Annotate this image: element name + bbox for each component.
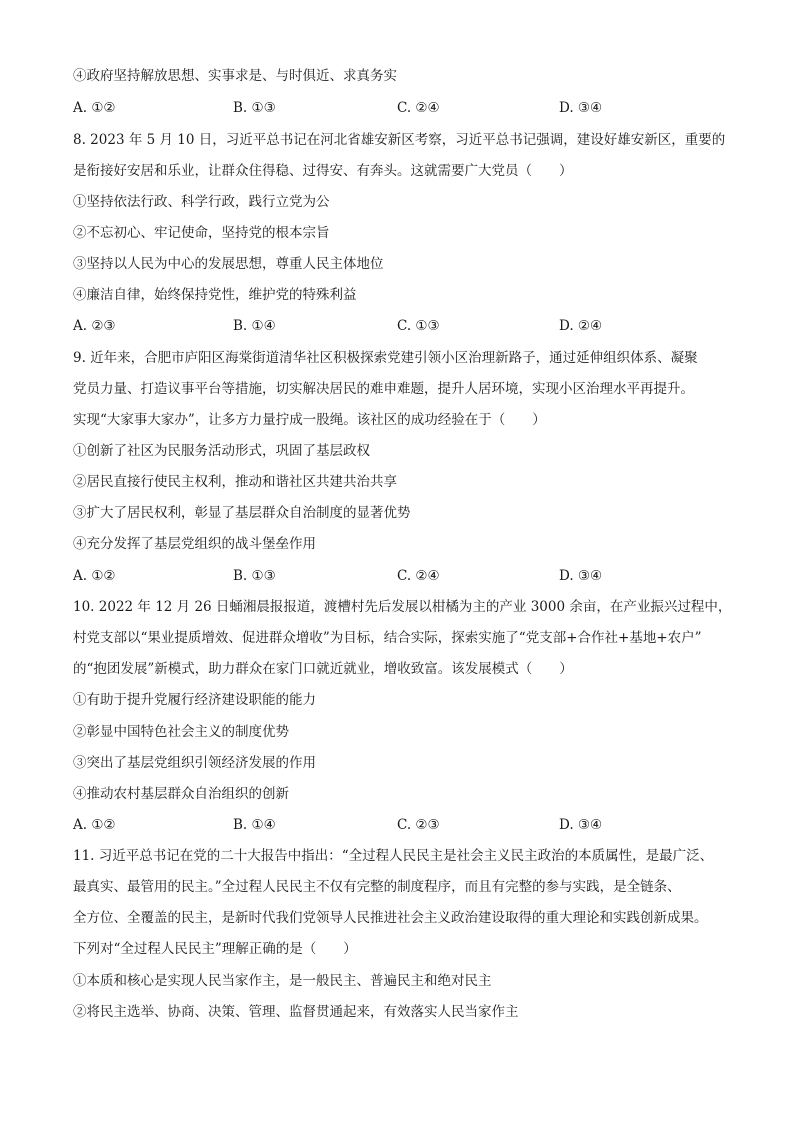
q8-statement-3: ③坚持以人民为中心的发展思想，尊重人民主体地位	[73, 256, 384, 272]
q10-option-b: B. ①④	[233, 817, 276, 833]
q7-statement-4: ④政府坚持解放思想、实事求是、与时俱近、求真务实	[73, 68, 397, 84]
q11-statement-2: ②将民主选举、协商、决策、管理、监督贯通起来，有效落实人民当家作主	[73, 1004, 519, 1020]
q9-option-c: C. ②④	[397, 568, 440, 584]
q11-stem-line-1: 11. 习近平总书记在党的二十大报告中指出：“全过程人民民主是社会主义民主政治的本质属性，是最广泛、	[73, 848, 714, 864]
q10-options	[73, 815, 733, 835]
q10-statement-1: ①有助于提升党履行经济建设职能的能力	[73, 692, 316, 708]
q11-stem-line-4: 下列对“全过程人民民主”理解正确的是（ ）	[73, 941, 357, 957]
q10-statement-3: ③突出了基层党组织引领经济发展的作用	[73, 755, 316, 771]
q11-stem-line-2: 最真实、最管用的民主。”全过程人民民主不仅有完整的制度程序，而且有完整的参与实践，是全链条、	[73, 879, 681, 895]
q7-option-b: B. ①③	[233, 100, 276, 116]
q10-option-d: D. ③④	[559, 817, 603, 833]
q9-stem-line-3: 实现“大家事大家办”，让多方力量拧成一股绳。该社区的成功经验在于（ ）	[73, 412, 546, 428]
q9-stem-line-2: 党员力量、打造议事平台等措施，切实解决居民的难申难题，提升人居环境，实现小区治理水平再提升。	[73, 381, 694, 397]
q9-statement-2: ②居民直接行使民主权利，推动和谐社区共建共治共享	[73, 474, 397, 490]
q10-stem-line-2: 村党支部以“果业提质增效、促进群众增收”为目标，结合实际，探索实施了“党支部+合作社+基地+农户”	[73, 630, 702, 646]
q11-stem-line-3: 全方位、全覆盖的民主，是新时代我们党领导人民推进社会主义政治建设取得的重大理论和实践创新成果。	[73, 910, 708, 926]
q10-statement-4: ④推动农村基层群众自治组织的创新	[73, 786, 289, 802]
q9-option-a: A. ①②	[73, 568, 116, 584]
q9-stem-line-1: 9. 近年来，合肥市庐阳区海棠街道清华社区积极探索党建引领小区治理新路子，通过延伸组织体系、凝聚	[73, 350, 698, 366]
q9-statement-3: ③扩大了居民权利，彰显了基层群众自治制度的显著优势	[73, 505, 411, 521]
q8-statement-4: ④廉洁自律，始终保持党性，维护党的特殊利益	[73, 287, 357, 303]
q8-options	[73, 316, 733, 336]
q8-option-b: B. ①④	[233, 318, 276, 334]
q7-option-c: C. ②④	[397, 100, 440, 116]
q7-option-a: A. ①②	[73, 100, 116, 116]
q10-stem-line-1: 10. 2022 年 12 月 26 日蛹湘晨报报道，渡槽村先后发展以柑橘为主的产业 3000 余亩，在产业振兴过程中，	[73, 599, 732, 615]
q9-option-d: D. ③④	[559, 568, 603, 584]
q8-option-a: A. ②③	[73, 318, 116, 334]
q9-options	[73, 566, 733, 586]
q8-stem-line-2: 是衔接好安居和乐业，让群众住得稳、过得安、有奔头。这就需要广大党员（ ）	[73, 163, 573, 179]
q9-statement-1: ①创新了社区为民服务活动形式，巩固了基层政权	[73, 443, 370, 459]
q8-statement-2: ②不忘初心、牢记使命，坚持党的根本宗旨	[73, 225, 330, 241]
q10-stem-line-3: 的“抱团发展”新模式，助力群众在家门口就近就业，增收致富。该发展模式（ ）	[73, 661, 573, 677]
q10-option-c: C. ②③	[397, 817, 440, 833]
q7-options	[73, 98, 733, 118]
q8-stem-line-1: 8. 2023 年 5 月 10 日，习近平总书记在河北省雄安新区考察，习近平总书记强调，建设好雄安新区，重要的	[73, 132, 726, 148]
q7-option-d: D. ③④	[559, 100, 603, 116]
q9-statement-4: ④充分发挥了基层党组织的战斗堡垒作用	[73, 536, 316, 552]
q8-option-d: D. ②④	[559, 318, 603, 334]
q11-statement-1: ①本质和核心是实现人民当家作主，是一般民主、普遍民主和绝对民主	[73, 973, 492, 989]
q9-option-b: B. ①③	[233, 568, 276, 584]
q8-option-c: C. ①③	[397, 318, 440, 334]
q10-option-a: A. ①②	[73, 817, 116, 833]
q8-statement-1: ①坚持依法行政、科学行政，践行立党为公	[73, 194, 330, 210]
q10-statement-2: ②彰显中国特色社会主义的制度优势	[73, 724, 289, 740]
